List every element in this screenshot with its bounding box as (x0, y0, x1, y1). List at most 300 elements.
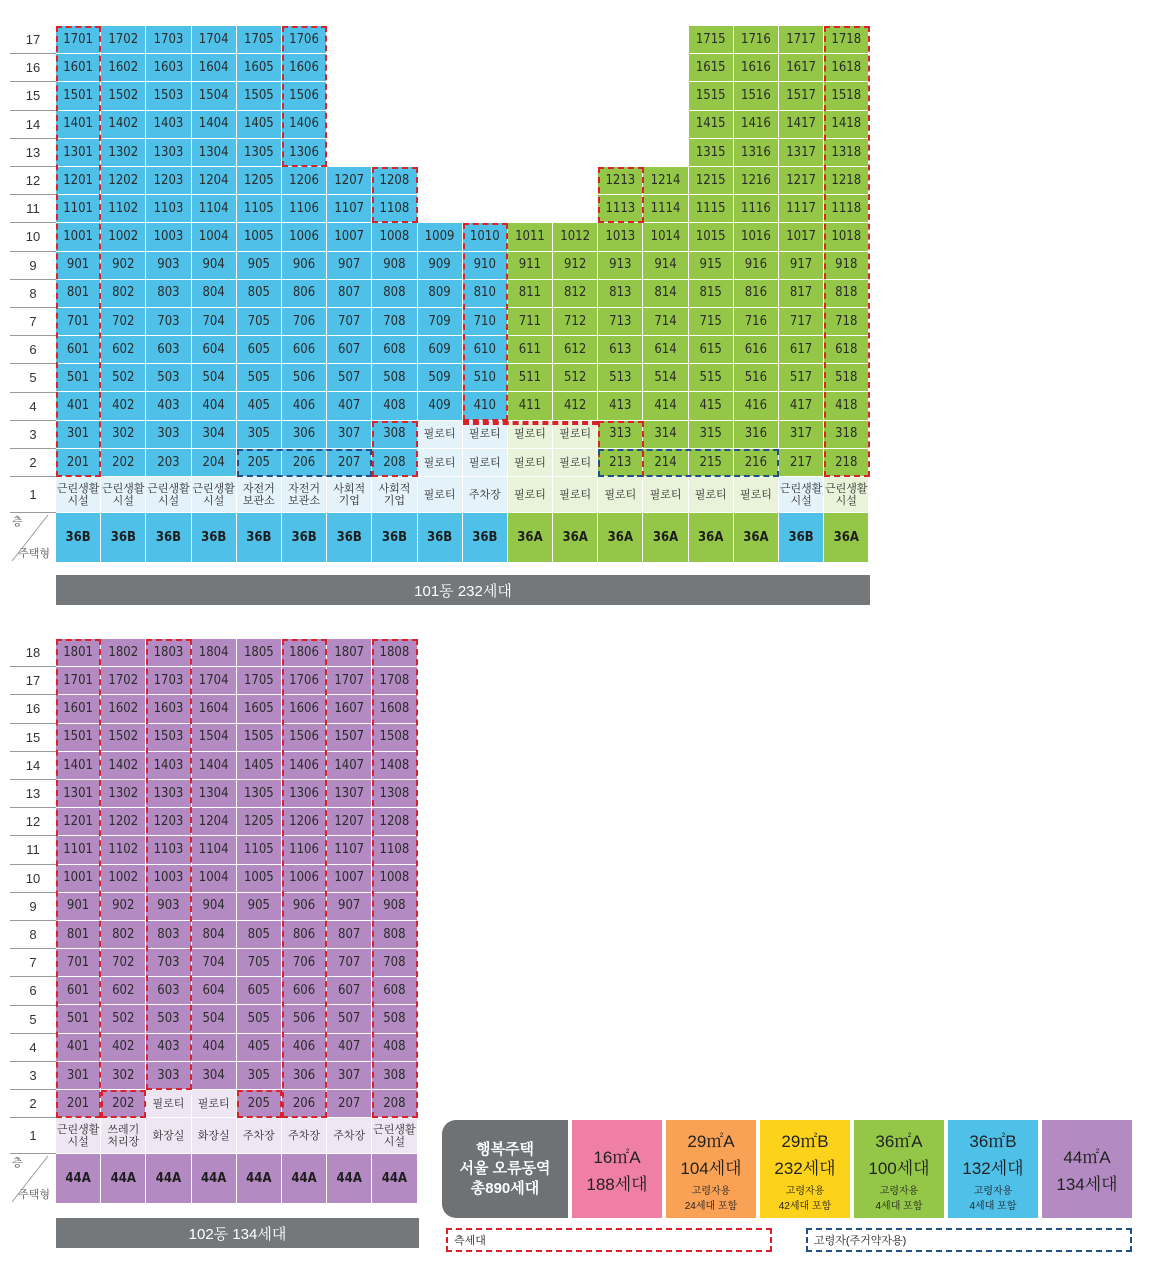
unit-cell: 705 (237, 949, 282, 977)
unit-cell: 512 (553, 364, 598, 392)
legend-red-outline (446, 1228, 772, 1252)
unit-cell: 805 (237, 280, 282, 308)
unit-cell: 506 (282, 364, 327, 392)
floor-label: 8 (10, 921, 56, 949)
unit-cell: 1403 (146, 111, 191, 139)
empty-slot (598, 82, 643, 110)
unit-cell: 609 (418, 336, 463, 364)
empty-slot (327, 26, 372, 54)
unit-cell: 207 (327, 1090, 372, 1118)
unit-cell: 1805 (237, 639, 282, 667)
unit-type-cell: 36B (237, 513, 282, 563)
unit-type-cell: 36B (282, 513, 327, 563)
empty-slot (508, 195, 553, 223)
unit-cell: 304 (192, 1062, 237, 1090)
piloti-cell: 필로티 (418, 421, 463, 449)
unit-cell: 809 (418, 280, 463, 308)
unit-cell: 1303 (146, 139, 191, 167)
unit-type-cell: 44A (192, 1154, 237, 1204)
unit-cell: 1301 (56, 139, 101, 167)
unit-cell: 301 (56, 1062, 101, 1090)
floor-type-corner (10, 513, 50, 563)
floor-label: 2 (10, 449, 56, 477)
unit-cell: 1406 (282, 752, 327, 780)
piloti-cell: 필로티 (418, 449, 463, 477)
unit-cell: 916 (734, 252, 779, 280)
legend-item (854, 1120, 944, 1218)
unit-cell: 604 (192, 336, 237, 364)
unit-cell: 1605 (237, 695, 282, 723)
empty-slot (553, 139, 598, 167)
unit-cell: 1506 (282, 82, 327, 110)
unit-cell: 710 (463, 308, 508, 336)
empty-slot (508, 167, 553, 195)
unit-cell: 805 (237, 921, 282, 949)
unit-cell: 1703 (146, 667, 191, 695)
facility-cell: 근린생활 시설 (101, 477, 146, 513)
unit-cell: 606 (282, 336, 327, 364)
unit-cell: 914 (643, 252, 688, 280)
unit-cell: 1516 (734, 82, 779, 110)
unit-cell: 410 (463, 392, 508, 420)
unit-cell: 1002 (101, 223, 146, 251)
unit-cell: 1102 (101, 195, 146, 223)
building-102-title: 102동 134세대 (56, 1218, 419, 1248)
unit-cell: 404 (192, 392, 237, 420)
unit-cell: 611 (508, 336, 553, 364)
floor-label: 2 (10, 1090, 56, 1118)
unit-cell: 712 (553, 308, 598, 336)
unit-cell: 717 (779, 308, 824, 336)
unit-cell: 507 (327, 364, 372, 392)
unit-cell: 409 (418, 392, 463, 420)
piloti-cell: 필로티 (508, 421, 553, 449)
legend-title (442, 1120, 568, 1218)
unit-cell: 401 (56, 1034, 101, 1062)
legend-note: 고령자용 4세대 포함 (969, 1185, 1017, 1212)
unit-cell: 902 (101, 893, 146, 921)
unit-cell: 518 (824, 364, 869, 392)
unit-cell: 304 (192, 421, 237, 449)
unit-cell: 1401 (56, 752, 101, 780)
unit-cell: 1602 (101, 695, 146, 723)
empty-slot (508, 26, 553, 54)
empty-slot (508, 82, 553, 110)
unit-cell: 906 (282, 893, 327, 921)
unit-type-cell: 44A (56, 1154, 101, 1204)
unit-cell: 411 (508, 392, 553, 420)
legend-count: 100세대 (868, 1158, 930, 1178)
unit-cell: 912 (553, 252, 598, 280)
floor-label: 14 (10, 111, 56, 139)
unit-cell: 306 (282, 421, 327, 449)
empty-slot (598, 139, 643, 167)
piloti-cell: 필로티 (508, 449, 553, 477)
unit-cell: 803 (146, 280, 191, 308)
unit-cell: 817 (779, 280, 824, 308)
unit-cell: 406 (282, 392, 327, 420)
unit-cell: 1701 (56, 26, 101, 54)
unit-cell: 602 (101, 977, 146, 1005)
unit-cell: 709 (418, 308, 463, 336)
unit-cell: 1401 (56, 111, 101, 139)
unit-cell: 305 (237, 1062, 282, 1090)
unit-cell: 605 (237, 336, 282, 364)
floor-label: 3 (10, 1062, 56, 1090)
facility-cell: 화장실 (146, 1118, 191, 1154)
unit-cell: 509 (418, 364, 463, 392)
unit-cell: 904 (192, 252, 237, 280)
unit-cell: 401 (56, 392, 101, 420)
unit-cell: 708 (372, 308, 417, 336)
facility-cell: 자전거 보관소 (282, 477, 327, 513)
unit-cell: 412 (553, 392, 598, 420)
unit-cell: 510 (463, 364, 508, 392)
unit-cell: 1001 (56, 865, 101, 893)
unit-cell: 202 (101, 1090, 146, 1118)
unit-cell: 1518 (824, 82, 869, 110)
unit-cell: 1702 (101, 667, 146, 695)
unit-cell: 1601 (56, 54, 101, 82)
unit-cell: 907 (327, 893, 372, 921)
facility-cell: 근린생활 시설 (779, 477, 824, 513)
unit-cell: 806 (282, 280, 327, 308)
unit-cell: 1103 (146, 195, 191, 223)
empty-slot (553, 26, 598, 54)
unit-cell: 1101 (56, 195, 101, 223)
unit-cell: 1305 (237, 139, 282, 167)
unit-cell: 216 (734, 449, 779, 477)
legend-blue-outline (806, 1228, 1132, 1252)
unit-cell: 1503 (146, 724, 191, 752)
unit-cell: 511 (508, 364, 553, 392)
unit-cell: 1010 (463, 223, 508, 251)
unit-cell: 1803 (146, 639, 191, 667)
building-101-grid (56, 26, 869, 563)
floor-label: 6 (10, 336, 56, 364)
unit-cell: 1014 (643, 223, 688, 251)
unit-cell: 308 (372, 421, 417, 449)
unit-cell: 201 (56, 449, 101, 477)
unit-cell: 1108 (372, 195, 417, 223)
unit-cell: 704 (192, 949, 237, 977)
unit-cell: 1708 (372, 667, 417, 695)
floor-label: 4 (10, 1034, 56, 1062)
empty-slot (463, 195, 508, 223)
unit-cell: 1703 (146, 26, 191, 54)
unit-cell: 1305 (237, 780, 282, 808)
unit-cell: 701 (56, 308, 101, 336)
unit-cell: 608 (372, 977, 417, 1005)
unit-cell: 1003 (146, 223, 191, 251)
unit-cell: 715 (689, 308, 734, 336)
legend-item (1042, 1120, 1132, 1218)
unit-type-cell: 44A (146, 1154, 191, 1204)
unit-cell: 603 (146, 977, 191, 1005)
unit-cell: 306 (282, 1062, 327, 1090)
unit-cell: 406 (282, 1034, 327, 1062)
piloti-cell: 필로티 (553, 449, 598, 477)
unit-cell: 903 (146, 893, 191, 921)
unit-cell: 711 (508, 308, 553, 336)
floor-label: 17 (10, 667, 56, 695)
unit-cell: 1104 (192, 195, 237, 223)
floor-label: 5 (10, 1006, 56, 1034)
unit-cell: 1716 (734, 26, 779, 54)
unit-cell: 814 (643, 280, 688, 308)
unit-cell: 206 (282, 1090, 327, 1118)
unit-cell: 1205 (237, 808, 282, 836)
unit-cell: 1604 (192, 695, 237, 723)
unit-cell: 704 (192, 308, 237, 336)
facility-cell: 사회적 기업 (327, 477, 372, 513)
empty-slot (418, 195, 463, 223)
empty-slot (327, 54, 372, 82)
unit-cell: 1304 (192, 780, 237, 808)
piloti-cell: 필로티 (553, 477, 598, 513)
floor-label: 18 (10, 639, 56, 667)
facility-cell: 쓰레기 처리장 (101, 1118, 146, 1154)
unit-cell: 1206 (282, 808, 327, 836)
unit-cell: 1515 (689, 82, 734, 110)
unit-cell: 1508 (372, 724, 417, 752)
unit-cell: 610 (463, 336, 508, 364)
unit-cell: 201 (56, 1090, 101, 1118)
unit-cell: 905 (237, 893, 282, 921)
unit-cell: 1806 (282, 639, 327, 667)
unit-cell: 1107 (327, 836, 372, 864)
unit-cell: 703 (146, 308, 191, 336)
unit-cell: 1704 (192, 26, 237, 54)
empty-slot (598, 54, 643, 82)
unit-cell: 1616 (734, 54, 779, 82)
facility-cell: 근린생활 시설 (56, 477, 101, 513)
unit-cell: 810 (463, 280, 508, 308)
unit-cell: 1715 (689, 26, 734, 54)
legend-count: 188세대 (586, 1175, 648, 1194)
unit-cell: 313 (598, 421, 643, 449)
unit-cell: 906 (282, 252, 327, 280)
floor-label: 11 (10, 195, 56, 223)
unit-cell: 1005 (237, 865, 282, 893)
piloti-cell: 필로티 (643, 477, 688, 513)
unit-cell: 1201 (56, 167, 101, 195)
empty-slot (598, 111, 643, 139)
legend-note: 고령자용 24세대 포함 (684, 1185, 738, 1212)
legend-note: 고령자용 42세대 포함 (778, 1185, 832, 1212)
unit-cell: 1604 (192, 54, 237, 82)
unit-cell: 602 (101, 336, 146, 364)
unit-cell: 706 (282, 949, 327, 977)
unit-cell: 1205 (237, 167, 282, 195)
unit-cell: 315 (689, 421, 734, 449)
unit-cell: 1011 (508, 223, 553, 251)
unit-type-cell: 44A (282, 1154, 327, 1204)
empty-slot (327, 82, 372, 110)
piloti-cell: 필로티 (418, 477, 463, 513)
unit-cell: 508 (372, 1005, 417, 1033)
unit-cell: 1402 (101, 111, 146, 139)
floor-label: 10 (10, 223, 56, 251)
unit-cell: 1001 (56, 223, 101, 251)
unit-cell: 506 (282, 1005, 327, 1033)
unit-cell: 217 (779, 449, 824, 477)
unit-cell: 1017 (779, 223, 824, 251)
unit-cell: 1502 (101, 724, 146, 752)
unit-type-cell: 44A (101, 1154, 146, 1204)
legend-count: 132세대 (962, 1158, 1024, 1178)
floor-label: 12 (10, 808, 56, 836)
floor-label: 12 (10, 167, 56, 195)
unit-cell: 604 (192, 977, 237, 1005)
unit-type-cell: 36B (192, 513, 237, 563)
legend-count: 232세대 (774, 1158, 836, 1178)
unit-cell: 1009 (418, 223, 463, 251)
unit-cell: 903 (146, 252, 191, 280)
unit-cell: 1003 (146, 865, 191, 893)
unit-cell: 901 (56, 893, 101, 921)
unit-cell: 502 (101, 1005, 146, 1033)
unit-cell: 616 (734, 336, 779, 364)
floor-label: 6 (10, 977, 56, 1005)
unit-cell: 1603 (146, 695, 191, 723)
unit-cell: 1202 (101, 808, 146, 836)
unit-cell: 1404 (192, 111, 237, 139)
unit-cell: 515 (689, 364, 734, 392)
empty-slot (643, 139, 688, 167)
piloti-cell: 필로티 (689, 477, 734, 513)
unit-type-cell: 36B (146, 513, 191, 563)
unit-cell: 407 (327, 392, 372, 420)
floor-label: 16 (10, 54, 56, 82)
floor-label: 11 (10, 836, 56, 864)
unit-cell: 1016 (734, 223, 779, 251)
unit-cell: 713 (598, 308, 643, 336)
unit-type-cell: 36B (56, 513, 101, 563)
unit-cell: 808 (372, 921, 417, 949)
unit-cell: 1103 (146, 836, 191, 864)
unit-cell: 1007 (327, 865, 372, 893)
unit-cell: 301 (56, 421, 101, 449)
unit-cell: 1704 (192, 667, 237, 695)
unit-cell: 1502 (101, 82, 146, 110)
unit-cell: 408 (372, 392, 417, 420)
empty-slot (418, 26, 463, 54)
unit-cell: 909 (418, 252, 463, 280)
unit-cell: 703 (146, 949, 191, 977)
floor-label: 16 (10, 695, 56, 723)
unit-cell: 603 (146, 336, 191, 364)
legend-item (572, 1120, 662, 1218)
unit-cell: 1504 (192, 82, 237, 110)
unit-cell: 1214 (643, 167, 688, 195)
unit-cell: 818 (824, 280, 869, 308)
empty-slot (463, 139, 508, 167)
unit-cell: 1504 (192, 724, 237, 752)
unit-cell: 1006 (282, 865, 327, 893)
legend-type: 29㎡A (687, 1131, 735, 1151)
empty-slot (372, 82, 417, 110)
floor-label: 9 (10, 252, 56, 280)
unit-cell: 1406 (282, 111, 327, 139)
unit-cell: 918 (824, 252, 869, 280)
unit-cell: 402 (101, 392, 146, 420)
unit-type-cell: 36A (734, 513, 779, 563)
unit-cell: 908 (372, 252, 417, 280)
unit-type-cell: 36A (643, 513, 688, 563)
legend-type: 16㎡A (593, 1148, 641, 1167)
unit-cell: 1217 (779, 167, 824, 195)
unit-cell: 1315 (689, 139, 734, 167)
unit-type-cell: 44A (327, 1154, 372, 1204)
unit-cell: 1114 (643, 195, 688, 223)
unit-cell: 1302 (101, 139, 146, 167)
empty-slot (553, 111, 598, 139)
unit-cell: 1208 (372, 808, 417, 836)
unit-cell: 1004 (192, 223, 237, 251)
unit-type-cell: 36A (553, 513, 598, 563)
empty-slot (598, 26, 643, 54)
unit-type-cell: 36B (327, 513, 372, 563)
unit-cell: 1105 (237, 195, 282, 223)
unit-type-cell: 36B (372, 513, 417, 563)
unit-type-cell: 36B (101, 513, 146, 563)
unit-cell: 908 (372, 893, 417, 921)
unit-cell: 1506 (282, 724, 327, 752)
corner-type-label: 주택형 (18, 1189, 50, 1202)
unit-cell: 413 (598, 392, 643, 420)
unit-cell: 706 (282, 308, 327, 336)
unit-cell: 812 (553, 280, 598, 308)
unit-cell: 608 (372, 336, 417, 364)
legend-item (948, 1120, 1038, 1218)
facility-cell: 근린생활 시설 (146, 477, 191, 513)
unit-cell: 508 (372, 364, 417, 392)
unit-cell: 1602 (101, 54, 146, 82)
unit-cell: 1215 (689, 167, 734, 195)
floor-label: 7 (10, 949, 56, 977)
piloti-cell: 필로티 (146, 1090, 191, 1118)
unit-cell: 403 (146, 1034, 191, 1062)
unit-type-cell: 36A (598, 513, 643, 563)
unit-cell: 917 (779, 252, 824, 280)
unit-cell: 514 (643, 364, 688, 392)
unit-cell: 1007 (327, 223, 372, 251)
empty-slot (418, 111, 463, 139)
unit-cell: 308 (372, 1062, 417, 1090)
unit-cell: 1801 (56, 639, 101, 667)
unit-cell: 206 (282, 449, 327, 477)
facility-cell: 자전거 보관소 (237, 477, 282, 513)
unit-cell: 1008 (372, 223, 417, 251)
unit-cell: 1105 (237, 836, 282, 864)
empty-slot (463, 82, 508, 110)
legend-count: 134세대 (1056, 1175, 1118, 1194)
unit-cell: 303 (146, 1062, 191, 1090)
unit-cell: 1208 (372, 167, 417, 195)
unit-cell: 606 (282, 977, 327, 1005)
piloti-cell: 필로티 (734, 477, 779, 513)
unit-cell: 204 (192, 449, 237, 477)
floor-label: 17 (10, 26, 56, 54)
unit-cell: 405 (237, 392, 282, 420)
unit-cell: 714 (643, 308, 688, 336)
unit-cell: 1405 (237, 111, 282, 139)
empty-slot (418, 82, 463, 110)
empty-slot (508, 54, 553, 82)
unit-cell: 1302 (101, 780, 146, 808)
unit-cell: 1203 (146, 167, 191, 195)
